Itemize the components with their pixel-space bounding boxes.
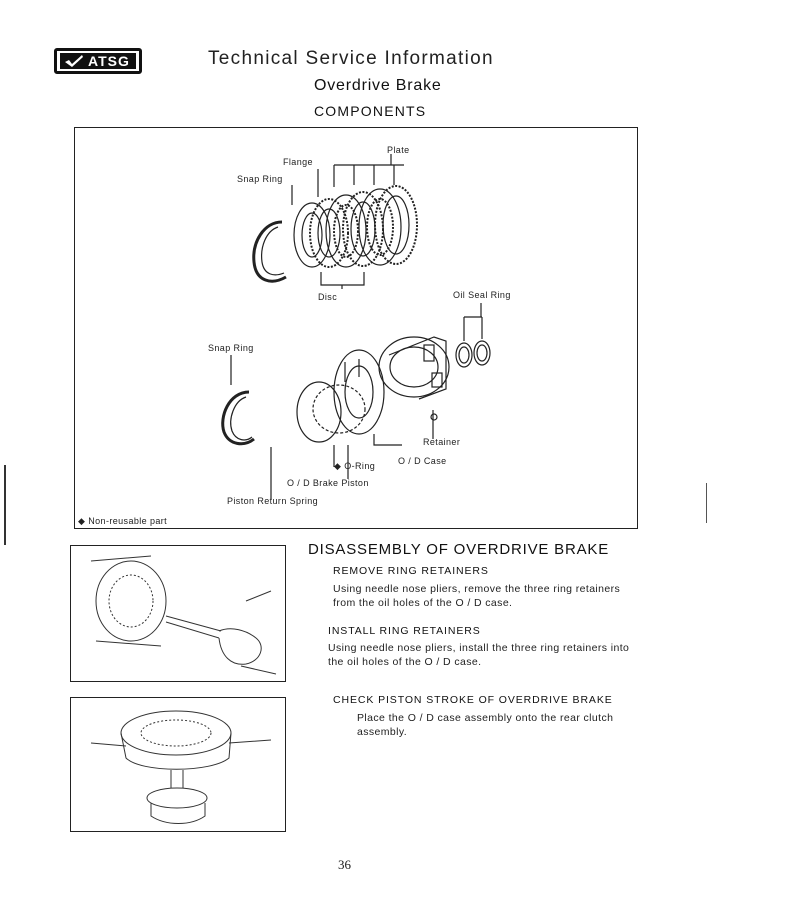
scan-edge-mark	[4, 465, 6, 545]
pliers-illustration	[71, 546, 285, 681]
clutch-pack-drawing	[294, 186, 417, 267]
photo-remove-retainers	[70, 545, 286, 682]
step-body: Place the O / D case assembly onto the rear clutch assembly.	[357, 712, 614, 738]
page-subtitle: Overdrive Brake	[314, 77, 442, 94]
label-disc: Disc	[318, 292, 338, 302]
label-retainer: Retainer	[423, 437, 461, 447]
label-o-ring: ◆ O-Ring	[334, 461, 376, 471]
brake-piston-drawing	[297, 350, 384, 442]
step-body: Using needle nose pliers, install the three ring retainers into the oil holes of the O / D case.	[328, 642, 630, 668]
step-heading: INSTALL RING RETAINERS	[328, 625, 481, 637]
section-heading: COMPONENTS	[314, 103, 427, 119]
page-title: Technical Service Information	[208, 48, 494, 69]
logo-text: ATSG	[88, 53, 130, 69]
snap-ring-bottom-drawing	[223, 392, 254, 444]
label-plate: Plate	[387, 145, 410, 155]
step-body: Using needle nose pliers, remove the three ring retainers from the oil holes of the O / D case.	[333, 583, 621, 609]
label-snap-ring-bottom: Snap Ring	[208, 343, 254, 353]
label-od-brake-piston: O / D Brake Piston	[287, 478, 369, 488]
atsg-logo	[54, 48, 142, 74]
legend-non-reusable: ◆ Non-reusable part	[78, 516, 168, 526]
label-flange: Flange	[283, 157, 313, 167]
snap-ring-top-drawing	[254, 222, 286, 281]
label-snap-ring-top: Snap Ring	[237, 174, 283, 184]
checkmark-icon	[64, 54, 84, 68]
od-case-drawing	[379, 337, 449, 399]
label-od-case: O / D Case	[398, 456, 447, 466]
label-piston-return-spring: Piston Return Spring	[227, 496, 319, 506]
non-reusable-diamond-icon: ◆	[334, 461, 342, 471]
label-oil-seal-ring: Oil Seal Ring	[453, 290, 511, 300]
photo-od-case-assembly	[70, 697, 286, 832]
case-assembly-illustration	[71, 698, 285, 831]
page-number: 36	[338, 857, 351, 872]
oil-seal-rings-drawing	[456, 341, 490, 367]
step-heading: CHECK PISTON STROKE OF OVERDRIVE BRAKE	[333, 694, 613, 706]
step-heading: REMOVE RING RETAINERS	[333, 565, 489, 577]
disassembly-title: DISASSEMBLY OF OVERDRIVE BRAKE	[308, 541, 610, 558]
legend-diamond-icon: ◆	[78, 516, 86, 526]
scan-edge-mark	[706, 483, 707, 523]
